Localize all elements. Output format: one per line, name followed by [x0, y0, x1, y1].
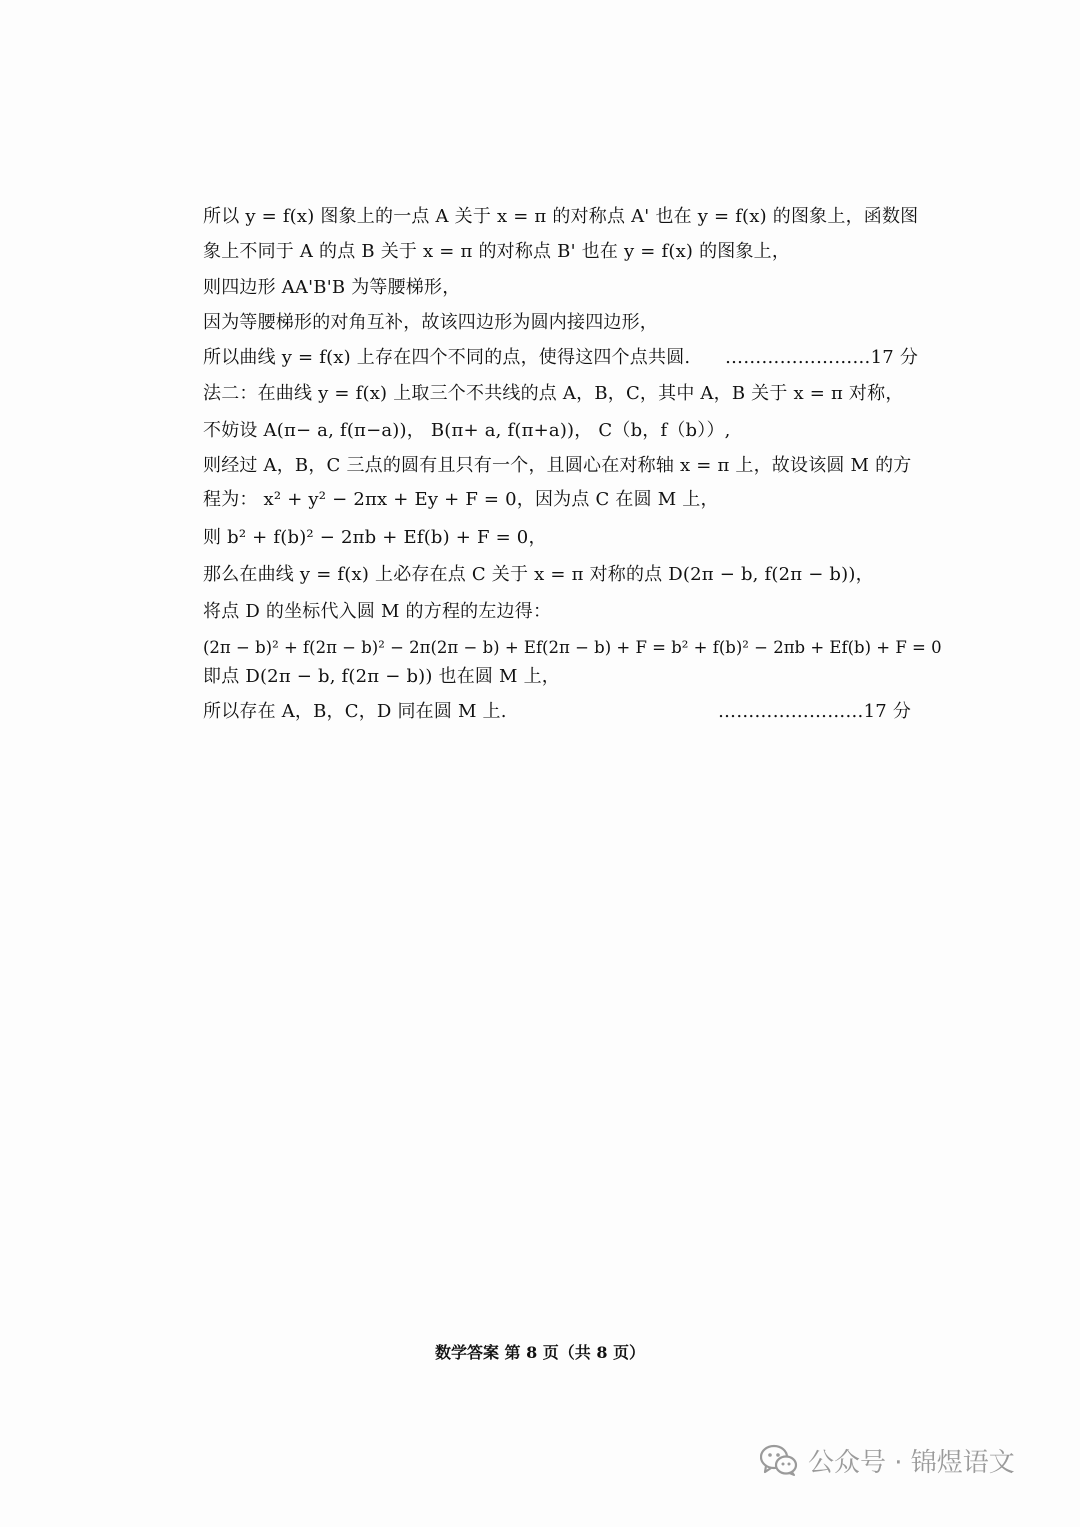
text-line: 法二：在曲线 y = f(x) 上取三个不共线的点 A，B，C，其中 A，B 关于 x = π 对称， [203, 383, 904, 404]
text-line: 那么在曲线 y = f(x) 上必存在点 C 关于 x = π 对称的点 D(2π − b, f(2π − b))， [203, 564, 874, 585]
text-line: 则经过 A，B，C 三点的圆有且只有一个，且圆心在对称轴 x = π 上，故设该圆 M 的方 [203, 455, 912, 476]
equation-line: (2π − b)² + f(2π − b)² − 2π(2π − b) + Ef(2π − b) + F = b² + f(b)² − 2πb + Ef(b) + F = 0 [203, 638, 942, 657]
text-line: 不妨设 A(π− a, f(π−a))， B(π+ a, f(π+a))， C（b，f（b））, [203, 420, 731, 441]
text-line-with-score [203, 346, 919, 370]
text-line-with-score [203, 700, 912, 724]
text-line: 所以存在 A，B，C，D 同在圆 M 上. [203, 701, 507, 722]
watermark [760, 1440, 1015, 1480]
watermark-text: 公众号 · 锦煜语文 [808, 1447, 1015, 1478]
text-line: 则 b² + f(b)² − 2πb + Ef(b) + F = 0， [203, 527, 547, 548]
score-marker: ……………………17 分 [718, 701, 912, 722]
text-line: 所以曲线 y = f(x) 上存在四个不同的点，使得这四个点共圆. [203, 347, 691, 368]
wechat-icon [760, 1444, 798, 1476]
text-line: 将点 D 的坐标代入圆 M 的方程的左边得： [203, 601, 552, 622]
text-line: 所以 y = f(x) 图象上的一点 A 关于 x = π 的对称点 A' 也在 y = f(x) 的图象上，函数图 [203, 206, 919, 227]
score-marker: ……………………17 分 [725, 347, 919, 368]
text-line: 则四边形 AA'B'B 为等腰梯形， [203, 277, 461, 298]
text-line: 即点 D(2π − b, f(2π − b)) 也在圆 M 上， [203, 666, 561, 687]
text-line: 程为： x² + y² − 2πx + Ey + F = 0，因为点 C 在圆 M 上， [203, 489, 719, 510]
text-line: 象上不同于 A 的点 B 关于 x = π 的对称点 B' 也在 y = f(x) 的图象上， [203, 241, 791, 262]
text-line: 因为等腰梯形的对角互补，故该四边形为圆内接四边形， [203, 312, 658, 333]
page-footer: 数学答案 第 8 页（共 8 页） [434, 1343, 646, 1362]
